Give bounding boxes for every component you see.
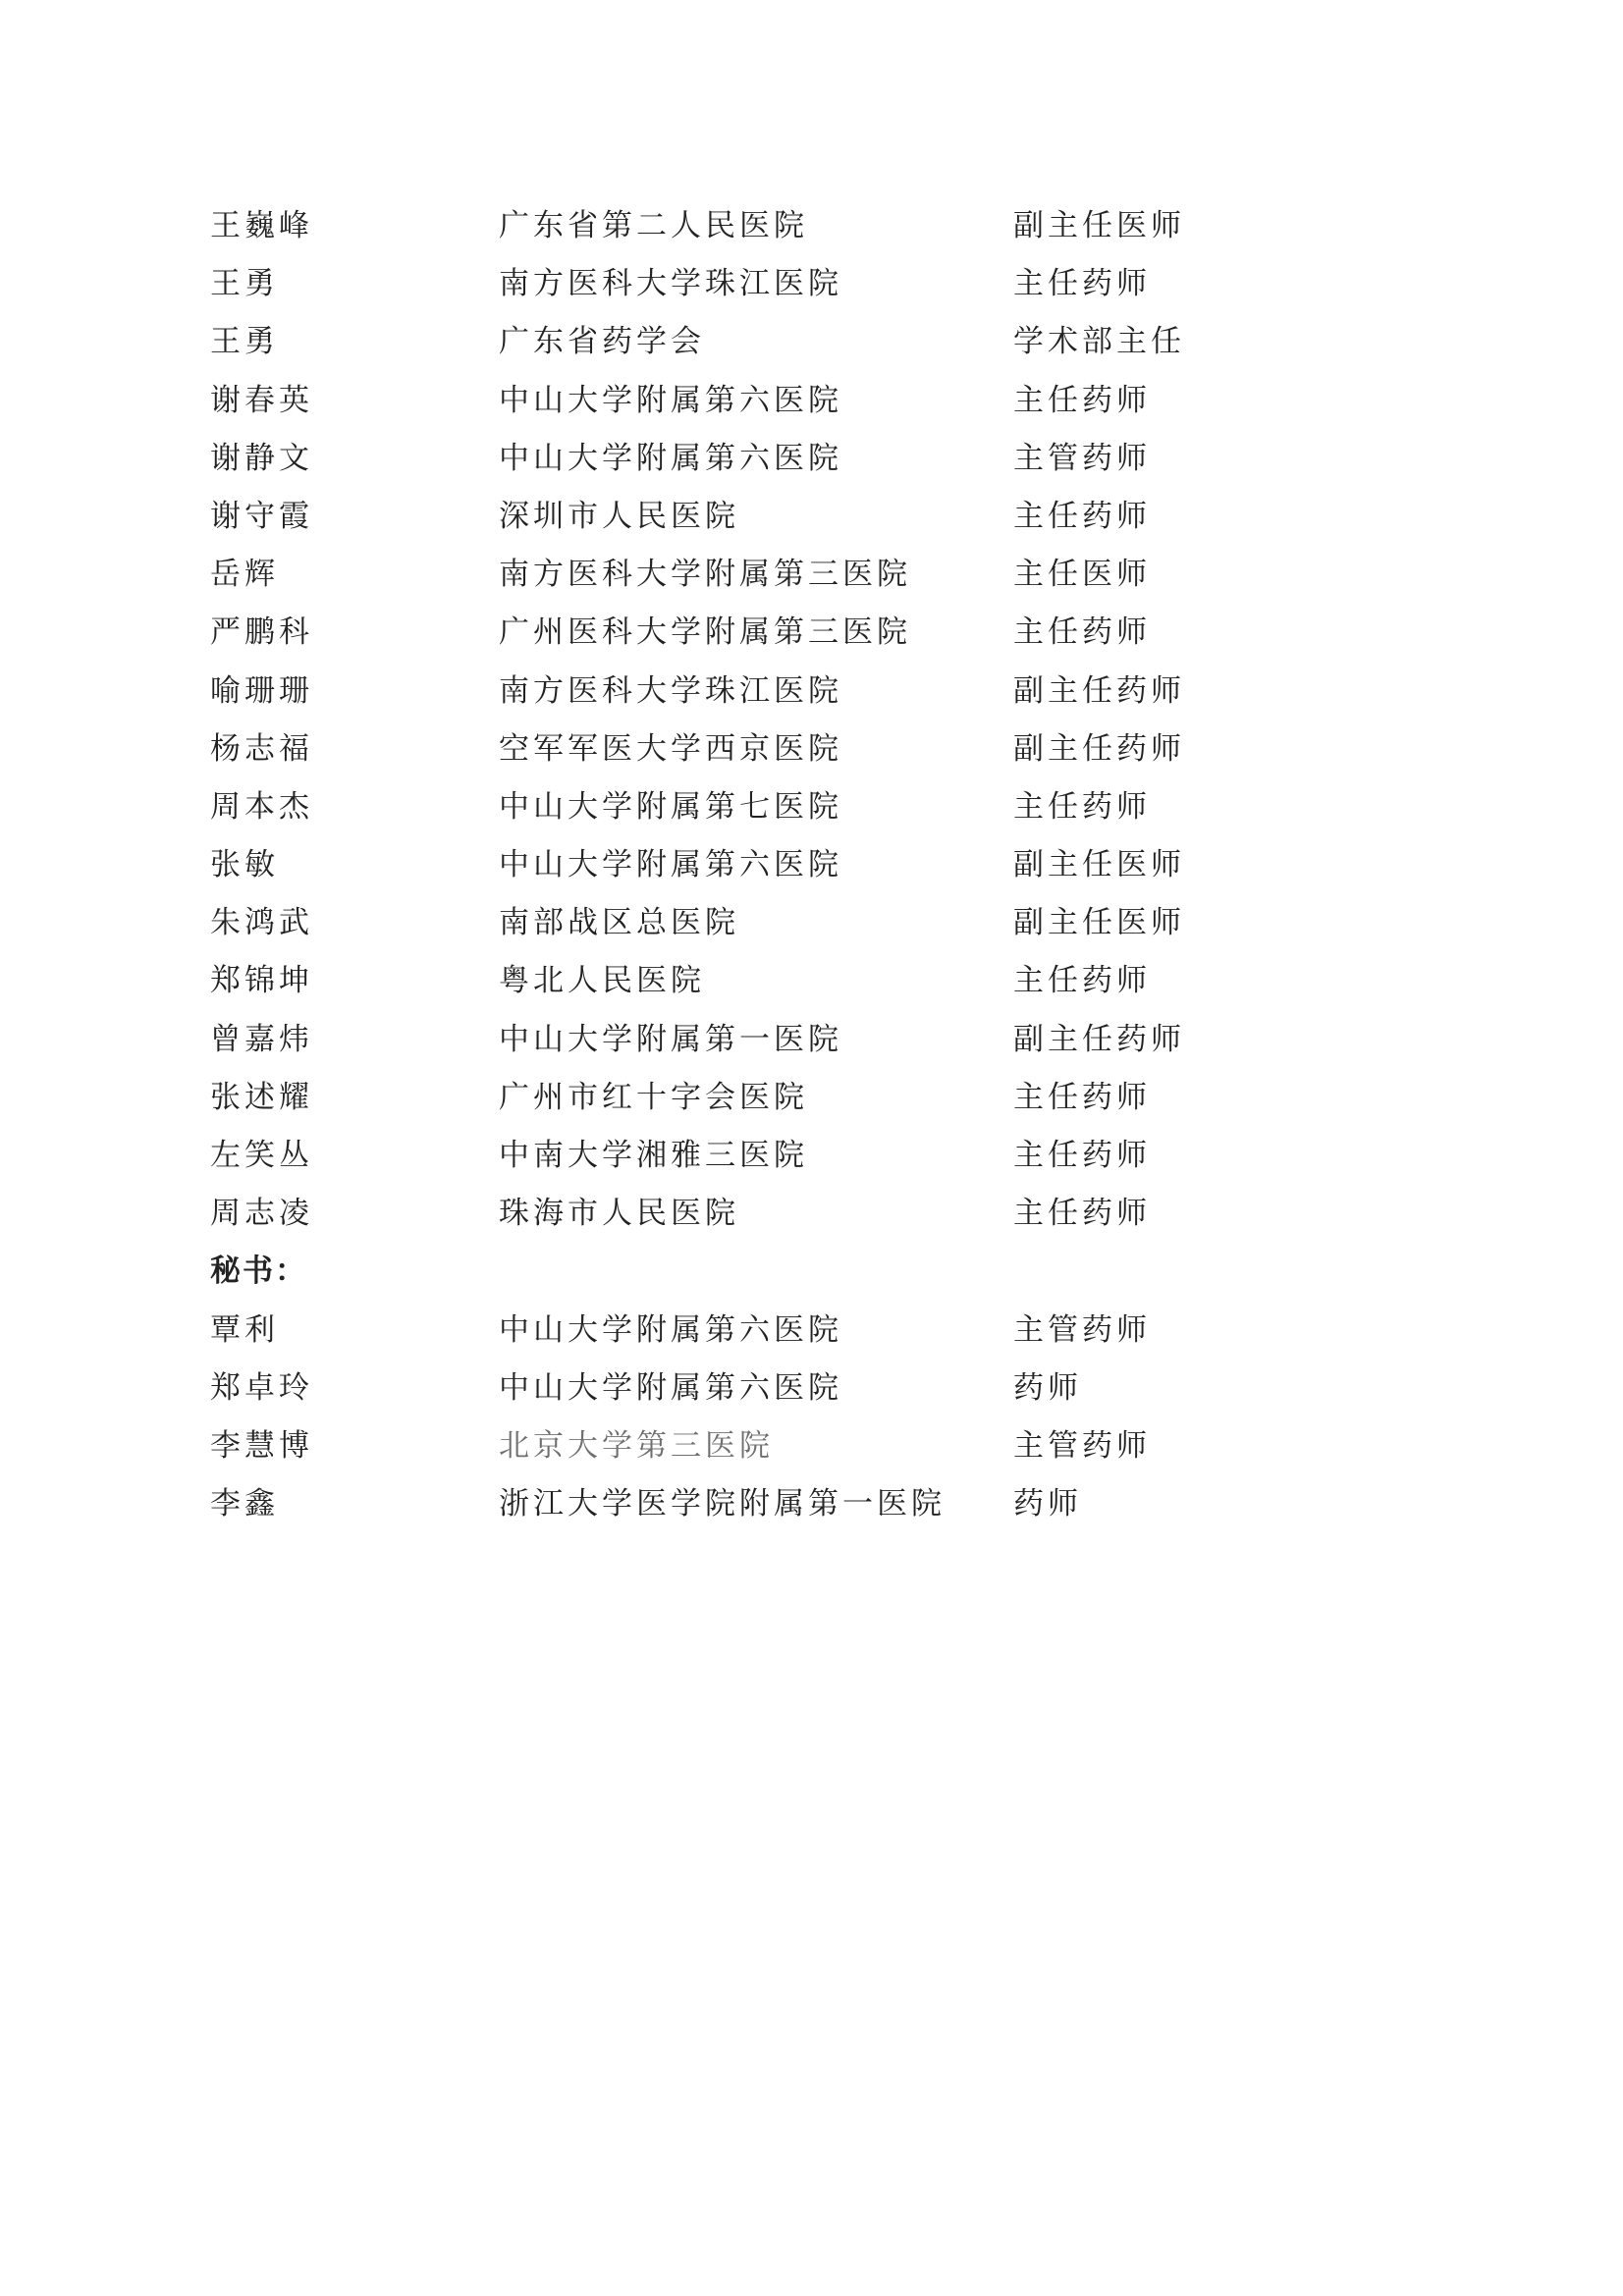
list-item bbox=[210, 202, 1290, 260]
list-item bbox=[210, 725, 1290, 783]
member-name: 张敏 bbox=[210, 847, 279, 883]
member-organization: 深圳市人民医院 bbox=[499, 498, 739, 534]
member-organization: 南方医科大学附属第三医院 bbox=[499, 557, 911, 593]
member-organization: 南部战区总医院 bbox=[499, 905, 739, 941]
list-item bbox=[210, 609, 1290, 667]
member-organization: 南方医科大学珠江医院 bbox=[499, 266, 842, 302]
list-item bbox=[210, 1480, 1290, 1538]
member-title: 主任药师 bbox=[1013, 1196, 1151, 1232]
member-name: 谢春英 bbox=[210, 382, 313, 418]
member-name: 王勇 bbox=[210, 266, 279, 302]
member-name: 朱鸿武 bbox=[210, 905, 313, 941]
list-item bbox=[210, 1016, 1290, 1074]
member-organization: 广州医科大学附属第三医院 bbox=[499, 614, 911, 651]
secretary-section-heading bbox=[210, 1248, 1290, 1306]
member-organization: 中山大学附属第七医院 bbox=[499, 788, 842, 825]
secretary-name: 郑卓玲 bbox=[210, 1369, 313, 1406]
member-title: 主任药师 bbox=[1013, 1079, 1151, 1115]
list-item bbox=[210, 377, 1290, 435]
list-item bbox=[210, 1132, 1290, 1190]
list-item bbox=[210, 318, 1290, 376]
member-organization: 珠海市人民医院 bbox=[499, 1196, 739, 1232]
member-title: 副主任药师 bbox=[1013, 1021, 1185, 1057]
member-name: 谢守霞 bbox=[210, 498, 313, 534]
secretary-title: 药师 bbox=[1013, 1369, 1082, 1406]
member-organization: 广州市红十字会医院 bbox=[499, 1079, 808, 1115]
member-title: 副主任医师 bbox=[1013, 905, 1185, 941]
secretary-label: 秘书： bbox=[210, 1254, 307, 1290]
member-title: 副主任医师 bbox=[1013, 847, 1185, 883]
member-title: 副主任医师 bbox=[1013, 208, 1185, 243]
secretary-name: 李鑫 bbox=[210, 1486, 279, 1522]
member-name: 王勇 bbox=[210, 324, 279, 360]
member-organization: 广东省药学会 bbox=[499, 324, 705, 360]
member-list bbox=[210, 202, 1290, 1538]
member-organization: 中山大学附属第六医院 bbox=[499, 847, 842, 883]
member-organization: 中南大学湘雅三医院 bbox=[499, 1138, 808, 1173]
member-name: 周志凌 bbox=[210, 1196, 313, 1232]
list-item bbox=[210, 783, 1290, 841]
member-organization: 中山大学附属第六医院 bbox=[499, 382, 842, 418]
list-item bbox=[210, 957, 1290, 1015]
list-item bbox=[210, 1422, 1290, 1480]
member-name: 周本杰 bbox=[210, 788, 313, 825]
member-title: 主任药师 bbox=[1013, 788, 1151, 825]
list-item bbox=[210, 841, 1290, 899]
secretary-name: 李慧博 bbox=[210, 1427, 313, 1464]
list-item bbox=[210, 899, 1290, 957]
secretary-name: 覃利 bbox=[210, 1311, 279, 1348]
member-title: 主管药师 bbox=[1013, 440, 1151, 476]
list-item bbox=[210, 1307, 1290, 1364]
member-title: 学术部主任 bbox=[1013, 324, 1185, 360]
member-name: 杨志福 bbox=[210, 730, 313, 767]
member-title: 主任药师 bbox=[1013, 382, 1151, 418]
secretary-title: 主管药师 bbox=[1013, 1311, 1151, 1348]
list-item bbox=[210, 493, 1290, 551]
member-title: 主任医师 bbox=[1013, 557, 1151, 593]
member-name: 岳辉 bbox=[210, 557, 279, 593]
secretary-organization: 北京大学第三医院 bbox=[499, 1427, 774, 1464]
list-item bbox=[210, 435, 1290, 493]
list-item bbox=[210, 1074, 1290, 1132]
member-title: 主任药师 bbox=[1013, 498, 1151, 534]
member-organization: 中山大学附属第一医院 bbox=[499, 1021, 842, 1057]
member-organization: 空军军医大学西京医院 bbox=[499, 730, 842, 767]
secretary-title: 主管药师 bbox=[1013, 1427, 1151, 1464]
secretary-organization: 中山大学附属第六医院 bbox=[499, 1369, 842, 1406]
member-title: 主任药师 bbox=[1013, 963, 1151, 999]
member-name: 严鹏科 bbox=[210, 614, 313, 651]
member-name: 郑锦坤 bbox=[210, 963, 313, 999]
member-organization: 广东省第二人民医院 bbox=[499, 208, 808, 243]
member-organization: 粤北人民医院 bbox=[499, 963, 705, 999]
list-item bbox=[210, 667, 1290, 725]
list-item bbox=[210, 1190, 1290, 1248]
member-name: 曾嘉炜 bbox=[210, 1021, 313, 1057]
member-name: 喻珊珊 bbox=[210, 672, 313, 709]
secretary-title: 药师 bbox=[1013, 1486, 1082, 1522]
member-title: 副主任药师 bbox=[1013, 672, 1185, 709]
member-organization: 南方医科大学珠江医院 bbox=[499, 672, 842, 709]
member-title: 主任药师 bbox=[1013, 266, 1151, 302]
list-item bbox=[210, 551, 1290, 609]
member-name: 谢静文 bbox=[210, 440, 313, 476]
member-name: 王巍峰 bbox=[210, 208, 313, 243]
member-name: 左笑丛 bbox=[210, 1138, 313, 1173]
member-name: 张述耀 bbox=[210, 1079, 313, 1115]
secretary-organization: 浙江大学医学院附属第一医院 bbox=[499, 1486, 946, 1522]
member-title: 副主任药师 bbox=[1013, 730, 1185, 767]
member-title: 主任药师 bbox=[1013, 614, 1151, 651]
secretary-organization: 中山大学附属第六医院 bbox=[499, 1311, 842, 1348]
list-item bbox=[210, 1364, 1290, 1422]
list-item bbox=[210, 260, 1290, 318]
member-title: 主任药师 bbox=[1013, 1138, 1151, 1173]
member-organization: 中山大学附属第六医院 bbox=[499, 440, 842, 476]
